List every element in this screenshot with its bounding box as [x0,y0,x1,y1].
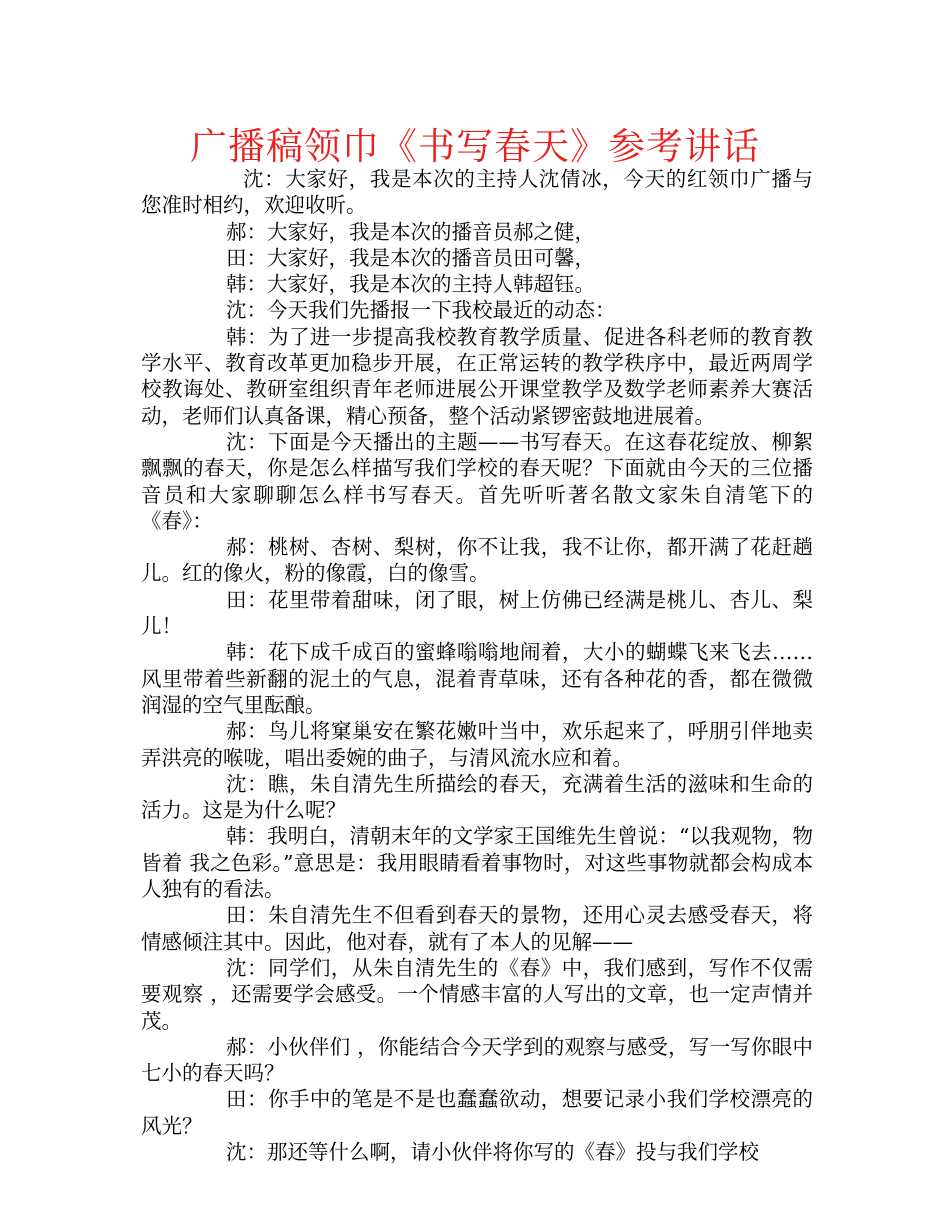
paragraph: 田：你手中的笔是不是也蠢蠢欲动，想要记录小我们学校漂亮的风光？ [141,1087,813,1138]
paragraph: 郝：大家好，我是本次的播音员郝之健， [226,219,595,244]
paragraph: 沈：下面是今天播出的主题——书写春天。在这春花绽放、柳絮飘飘的春天，你是怎么样描写我们学校的春天呢？下面就由今天的三位播音员和大家聊聊怎么样书写春天。首先听听著名散文家朱自清笔下的《春》： [141,429,813,533]
paragraph: 田：大家好，我是本次的播音员田可馨， [226,245,595,270]
document-body [141,166,813,1165]
paragraph: 郝：小伙伴们 ，你能结合今天学到的观察与感受，写一写你眼中七小的春天吗？ [141,1034,813,1086]
paragraph: 韩：我明白，清朝末年的文学家王国维先生曾说：“以我观物，物皆着 我之色彩。”意思是：我用眼睛看着事物时，对这些事物就都会构成本人独有的看法。 [141,824,813,902]
paragraph: 沈：今天我们先播报一下我校最近的动态： [226,298,616,323]
document-title: 广播稿领巾《书写春天》参考讲话 [190,125,760,168]
paragraph: 郝：鸟儿将窠巢安在繁花嫩叶当中，欢乐起来了，呼朋引伴地卖弄洪亮的喉咙，唱出委婉的曲子，与清风流水应和着。 [141,719,813,770]
paragraph: 韩：大家好，我是本次的主持人韩超钰。 [226,272,595,297]
paragraph: 韩：为了进一步提高我校教育教学质量、促进各科老师的教育教学水平、教育改革更加稳步开展，在正常运转的教学秩序中，最近两周学校教诲处、教研室组织青年老师进展公开课堂教学及数学老师素养大赛活动，老师们认真备课，精心预备，整个活动紧锣密鼓地进展着。 [141,324,813,428]
paragraph: 沈：大家好，我是本次的主持人沈倩冰，今天的红领巾广播与您准时相约，欢迎收听。 [141,167,813,218]
paragraph: 沈：同学们，从朱自清先生的《春》中，我们感到，写作不仅需要观察 ，还需要学会感受。一个情感丰富的人写出的文章，也一定声情并茂。 [141,955,813,1033]
paragraph: 田：朱自清先生不但看到春天的景物，还用心灵去感受春天，将情感倾注其中。因此，他对春，就有了本人的见解—— [141,903,813,954]
paragraph: 郝：桃树、杏树、梨树，你不让我，我不让你，都开满了花赶趟儿。红的像火，粉的像霞，白的像雪。 [141,535,813,586]
paragraph: 田：花里带着甜味，闭了眼，树上仿佛已经满是桃儿、杏儿、梨儿！ [141,587,813,639]
paragraph: 韩：花下成千成百的蜜蜂嗡嗡地闹着，大小的蝴蝶飞来飞去……风里带着些新翻的泥土的气息，混着青草味，还有各种花的香，都在微微润湿的空气里酝酿。 [141,640,813,717]
paragraph: 沈：瞧，朱自清先生所描绘的春天，充满着生活的滋味和生命的活力。这是为什么呢？ [141,771,813,823]
paragraph: 沈：那还等什么啊，请小伙伴将你写的《春》投与我们学校 [226,1139,759,1164]
